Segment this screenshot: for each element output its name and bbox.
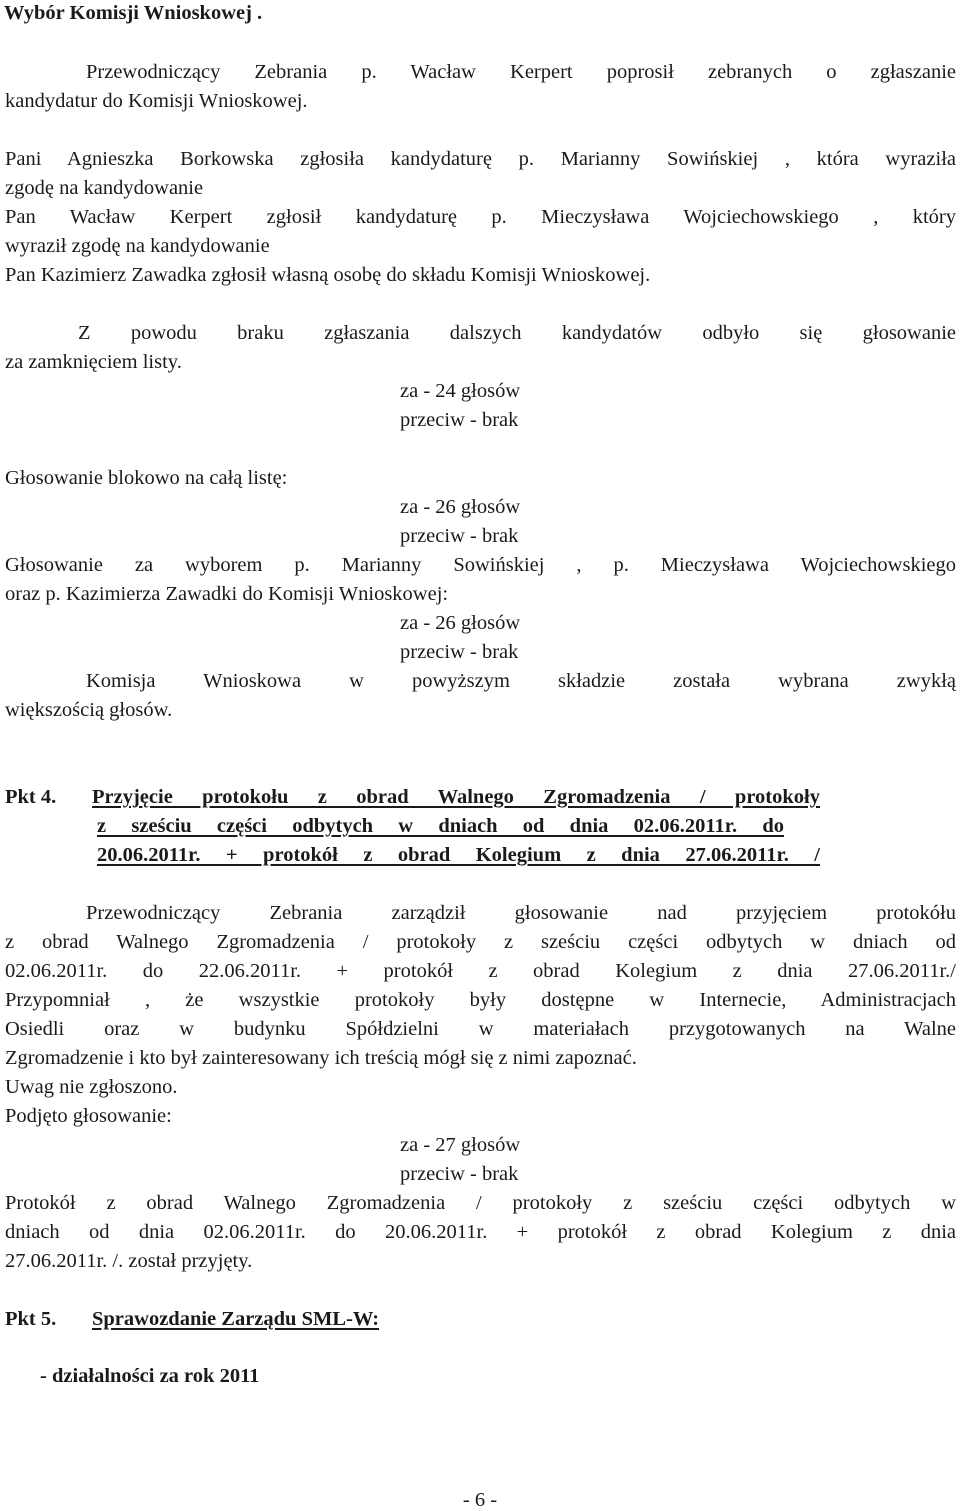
paragraph-line: Pan Wacław Kerpert zgłosił kandydaturę p. Mieczysława Wojciechowskiego , który	[5, 206, 956, 228]
paragraph-line: Pani Agnieszka Borkowska zgłosiła kandydaturę p. Marianny Sowińskiej , która wyraziła	[5, 148, 956, 170]
paragraph-line: Przypomniał , że wszystkie protokoły były dostępne w Internecie, Administracjach	[5, 989, 956, 1011]
paragraph-line: Z powodu braku zgłaszania dalszych kandydatów odbyło się głosowanie	[78, 322, 956, 344]
section-heading: 20.06.2011r. + protokół z obrad Kolegium z dnia 27.06.2011r. /	[97, 844, 820, 866]
paragraph-line: Uwag nie zgłoszono.	[5, 1076, 178, 1098]
section-heading: Przyjęcie protokołu z obrad Walnego Zgromadzenia / protokoły	[92, 786, 820, 808]
page-number: - 6 -	[462, 1489, 498, 1511]
paragraph-line: za zamknięciem listy.	[5, 351, 182, 373]
paragraph-line: wyraził zgodę na kandydowanie	[5, 235, 270, 257]
paragraph-line: 27.06.2011r. /. został przyjęty.	[5, 1250, 253, 1272]
section-label: Pkt 5.	[5, 1308, 57, 1330]
paragraph-line: Komisja Wnioskowa w powyższym składzie została wybrana zwykłą	[86, 670, 956, 692]
paragraph-line: większością głosów.	[5, 699, 173, 721]
vote-for: za - 24 głosów	[400, 380, 521, 402]
paragraph-line: dniach od dnia 02.06.2011r. do 20.06.2011r. + protokół z obrad Kolegium z dnia	[5, 1221, 956, 1243]
paragraph-line: Protokół z obrad Walnego Zgromadzenia / protokoły z sześciu części odbytych w	[5, 1192, 956, 1214]
vote-against: przeciw - brak	[400, 525, 519, 547]
section-heading: Sprawozdanie Zarządu SML-W:	[92, 1308, 380, 1330]
paragraph-line: Przewodniczący Zebrania zarządził głosowanie nad przyjęciem protokółu	[86, 902, 956, 924]
vote-against: przeciw - brak	[400, 641, 519, 663]
paragraph-line: z obrad Walnego Zgromadzenia / protokoły z sześciu części odbytych w dniach od	[5, 931, 956, 953]
vote-against: przeciw - brak	[400, 1163, 519, 1185]
vote-for: za - 27 głosów	[400, 1134, 521, 1156]
paragraph-line: Przewodniczący Zebrania p. Wacław Kerpert poprosił zebranych o zgłaszanie	[86, 61, 956, 83]
vote-for: za - 26 głosów	[400, 612, 521, 634]
block-vote-label: Głosowanie blokowo na całą listę:	[5, 467, 288, 489]
vote-against: przeciw - brak	[400, 409, 519, 431]
sub-item: - działalności za rok 2011	[40, 1365, 260, 1387]
paragraph-line: zgodę na kandydowanie	[5, 177, 204, 199]
paragraph-line: Osiedli oraz w budynku Spółdzielni w materiałach przygotowanych na Walne	[5, 1018, 956, 1040]
section-label: Pkt 4.	[5, 786, 57, 808]
paragraph-line: kandydatur do Komisji Wnioskowej.	[5, 90, 308, 112]
section-title: Wybór Komisji Wnioskowej .	[4, 2, 263, 24]
paragraph-line: oraz p. Kazimierza Zawadki do Komisji Wnioskowej:	[5, 583, 449, 605]
paragraph-line: Podjęto głosowanie:	[5, 1105, 172, 1127]
paragraph-line: 02.06.2011r. do 22.06.2011r. + protokół z obrad Kolegium z dnia 27.06.2011r./	[5, 960, 956, 982]
vote-for: za - 26 głosów	[400, 496, 521, 518]
paragraph-line: Zgromadzenie i kto był zainteresowany ich treścią mógł się z nimi zapoznać.	[5, 1047, 637, 1069]
paragraph-line: Pan Kazimierz Zawadka zgłosił własną osobę do składu Komisji Wnioskowej.	[5, 264, 651, 286]
paragraph-line: Głosowanie za wyborem p. Marianny Sowińskiej , p. Mieczysława Wojciechowskiego	[5, 554, 956, 576]
section-heading: z sześciu części odbytych w dniach od dnia 02.06.2011r. do	[97, 815, 784, 837]
